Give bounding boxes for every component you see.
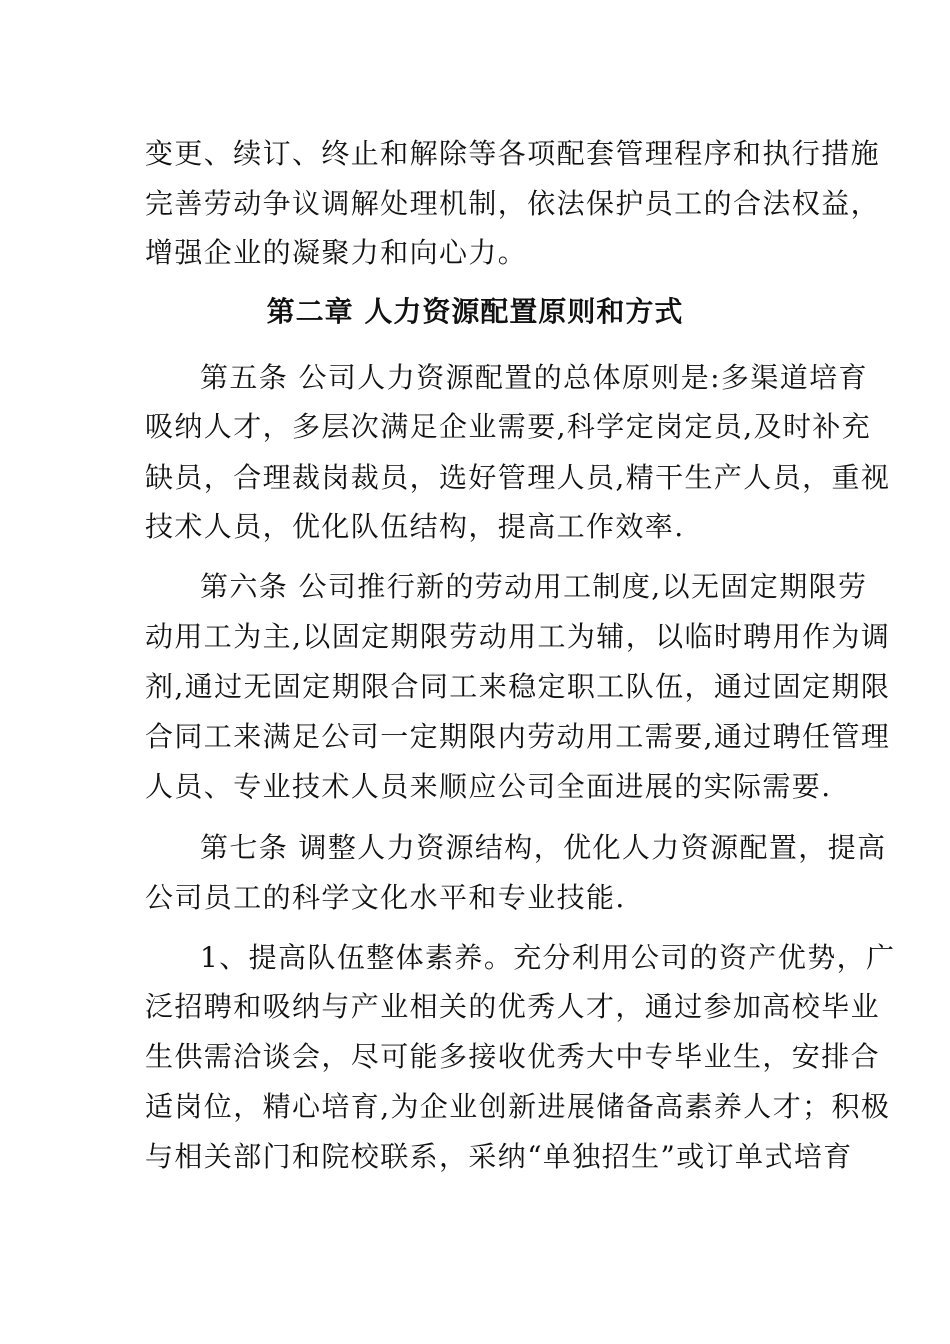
item-1-line-5: 与相关部门和院校联系，采纳“单独招生”或订单式培育 xyxy=(145,1140,853,1173)
article-5-line-4: 技术人员，优化队伍结构，提高工作效率. xyxy=(145,510,685,543)
item-1-line-2: 泛招聘和吸纳与产业相关的优秀人才，通过参加高校毕业 xyxy=(145,990,881,1023)
article-6-line-3: 剂,通过无固定期限合同工来稳定职工队伍，通过固定期限 xyxy=(145,670,891,703)
intro-line-1: 变更、续订、终止和解除等各项配套管理程序和执行措施 xyxy=(145,137,881,170)
article-7-line-1: 第七条 调整人力资源结构，优化人力资源配置，提高 xyxy=(200,831,887,864)
item-1-line-1: 1、提高队伍整体素养。充分利用公司的资产优势，广 xyxy=(200,941,896,974)
article-5-line-1: 第五条 公司人力资源配置的总体原则是:多渠道培育 xyxy=(200,361,868,394)
article-7-line-2: 公司员工的科学文化水平和专业技能. xyxy=(145,881,626,914)
article-6-line-2: 动用工为主,以固定期限劳动用工为辅，以临时聘用作为调 xyxy=(145,620,891,653)
item-1-line-4: 适岗位，精心培育,为企业创新进展储备高素养人才；积极 xyxy=(145,1090,891,1123)
article-6-line-1: 第六条 公司推行新的劳动用工制度,以无固定期限劳 xyxy=(200,570,868,603)
article-5-line-2: 吸纳人才，多层次满足企业需要,科学定岗定员,及时补充 xyxy=(145,410,872,443)
item-1-line-3: 生供需洽谈会，尽可能多接收优秀大中专毕业生，安排合 xyxy=(145,1040,881,1073)
article-6-line-4: 合同工来满足公司一定期限内劳动用工需要,通过聘任管理 xyxy=(145,720,891,753)
intro-line-3: 增强企业的凝聚力和向心力。 xyxy=(145,236,528,269)
intro-line-2: 完善劳动争议调解处理机制，依法保护员工的合法权益， xyxy=(145,187,881,220)
article-5-line-3: 缺员，合理裁岗裁员，选好管理人员,精干生产人员，重视 xyxy=(145,461,891,494)
chapter-heading: 第二章 人力资源配置原则和方式 xyxy=(266,295,684,328)
article-6-line-5: 人员、专业技术人员来顺应公司全面进展的实际需要. xyxy=(145,770,832,803)
